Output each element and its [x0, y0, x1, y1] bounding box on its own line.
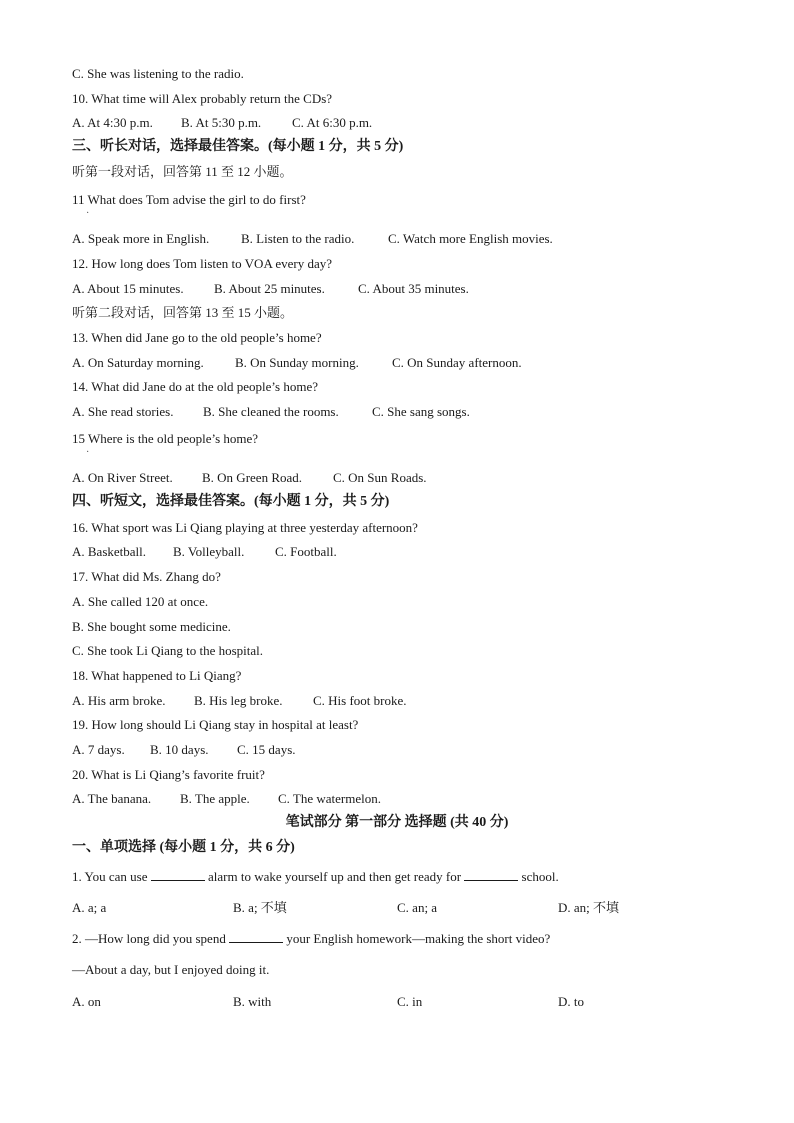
question-17: 17. What did Ms. Zhang do?: [72, 569, 221, 584]
q17-option-c: C. She took Li Qiang to the hospital.: [72, 643, 264, 658]
q2-option-d: D. to: [558, 994, 584, 1009]
question-14: 14. What did Jane do at the old people’s home?: [72, 379, 318, 394]
q1-option-b: B. a; 不填: [233, 900, 287, 915]
answer-blank: [229, 932, 283, 943]
q14-option-b: B. She cleaned the rooms.: [203, 404, 339, 419]
q20-option-c: C. The watermelon.: [278, 791, 382, 806]
question-10: 10. What time will Alex probably return the CDs?: [72, 91, 333, 106]
q10-option-a: A. At 4:30 p.m.: [72, 115, 153, 130]
q11-option-a: A. Speak more in English.: [72, 231, 210, 246]
answer-blank: [151, 870, 205, 881]
q17-option-b: B. She bought some medicine.: [72, 619, 231, 634]
q19-option-c: C. 15 days.: [237, 742, 296, 757]
q15-option-c: C. On Sun Roads.: [333, 470, 427, 485]
question-20: 20. What is Li Qiang’s favorite fruit?: [72, 767, 265, 782]
q20-option-b: B. The apple.: [180, 791, 250, 806]
question-19: 19. How long should Li Qiang stay in hospital at least?: [72, 717, 359, 732]
q11-option-b: B. Listen to the radio.: [241, 231, 355, 246]
q15-option-b: B. On Green Road.: [202, 470, 303, 485]
q14-option-c: C. She sang songs.: [372, 404, 470, 419]
q16-option-a: A. Basketball.: [72, 544, 147, 559]
q14-option-a: A. She read stories.: [72, 404, 174, 419]
q19-option-b: B. 10 days.: [150, 742, 209, 757]
q2-option-b: B. with: [233, 994, 272, 1009]
q2-text-end: your English homework—making the short video?: [283, 931, 551, 946]
q18-option-c: C. His foot broke.: [313, 693, 407, 708]
q1-option-c: C. an; a: [397, 900, 438, 915]
q20-option-a: A. The banana.: [72, 791, 152, 806]
q2-text-start: 2. —How long did you spend: [72, 931, 230, 946]
q17-option-a: A. She called 120 at once.: [72, 594, 209, 609]
q12-option-b: B. About 25 minutes.: [214, 281, 325, 296]
section-4-heading: 四、听短文，选择最佳答案。(每小题 1 分，共 5 分): [72, 494, 390, 509]
question-16: 16. What sport was Li Qiang playing at three yesterday afternoon?: [72, 520, 418, 535]
q10-option-b: B. At 5:30 p.m.: [181, 115, 262, 130]
question-12: 12. How long does Tom listen to VOA every day?: [72, 256, 333, 271]
q19-option-a: A. 7 days.: [72, 742, 125, 757]
q1-option-d: D. an; 不填: [558, 900, 620, 915]
section-3-heading: 三、听长对话，选择最佳答案。(每小题 1 分，共 5 分): [72, 139, 404, 154]
q18-option-a: A. His arm broke.: [72, 693, 166, 708]
q15-option-a: A. On River Street.: [72, 470, 173, 485]
q18-option-b: B. His leg broke.: [194, 693, 283, 708]
question-13: 13. When did Jane go to the old people’s home?: [72, 330, 322, 345]
question-15: 15 Where is the old people’s home?: [72, 431, 259, 446]
question-2: [72, 931, 550, 947]
q12-option-c: C. About 35 minutes.: [358, 281, 469, 296]
q13-option-c: C. On Sunday afternoon.: [392, 355, 522, 370]
q1-text-start: 1. You can use: [72, 869, 151, 884]
q13-option-b: B. On Sunday morning.: [235, 355, 359, 370]
q13-option-a: A. On Saturday morning.: [72, 355, 204, 370]
q1-text-middle: alarm to wake yourself up and then get ready for: [204, 869, 465, 884]
q11-option-c: C. Watch more English movies.: [388, 231, 553, 246]
q9-option-c: C. She was listening to the radio.: [72, 66, 244, 81]
section-1-heading: 一、单项选择 (每小题 1 分，共 6 分): [72, 840, 295, 855]
q16-option-b: B. Volleyball.: [173, 544, 245, 559]
written-part-title: 笔试部分 第一部分 选择题 (共 40 分): [285, 815, 509, 830]
q16-option-c: C. Football.: [275, 544, 337, 559]
question-18: 18. What happened to Li Qiang?: [72, 668, 242, 683]
stray-dot-mark: ·: [86, 208, 90, 219]
q2-option-a: A. on: [72, 994, 101, 1009]
question-11: 11 What does Tom advise the girl to do first?: [72, 192, 306, 207]
question-1: [72, 869, 559, 885]
section-3-dialog-1-instruction: 听第一段对话，回答第 11 至 12 小题。: [72, 164, 293, 179]
stray-dot-mark: ·: [86, 447, 90, 458]
q10-option-c: C. At 6:30 p.m.: [292, 115, 373, 130]
answer-blank: [464, 870, 518, 881]
q12-option-a: A. About 15 minutes.: [72, 281, 184, 296]
q2-option-c: C. in: [397, 994, 423, 1009]
q1-option-a: A. a; a: [72, 900, 107, 915]
section-3-dialog-2-instruction: 听第二段对话，回答第 13 至 15 小题。: [72, 305, 294, 320]
q2-answer-line: —About a day, but I enjoyed doing it.: [72, 962, 270, 977]
q1-text-end: school.: [518, 869, 559, 884]
